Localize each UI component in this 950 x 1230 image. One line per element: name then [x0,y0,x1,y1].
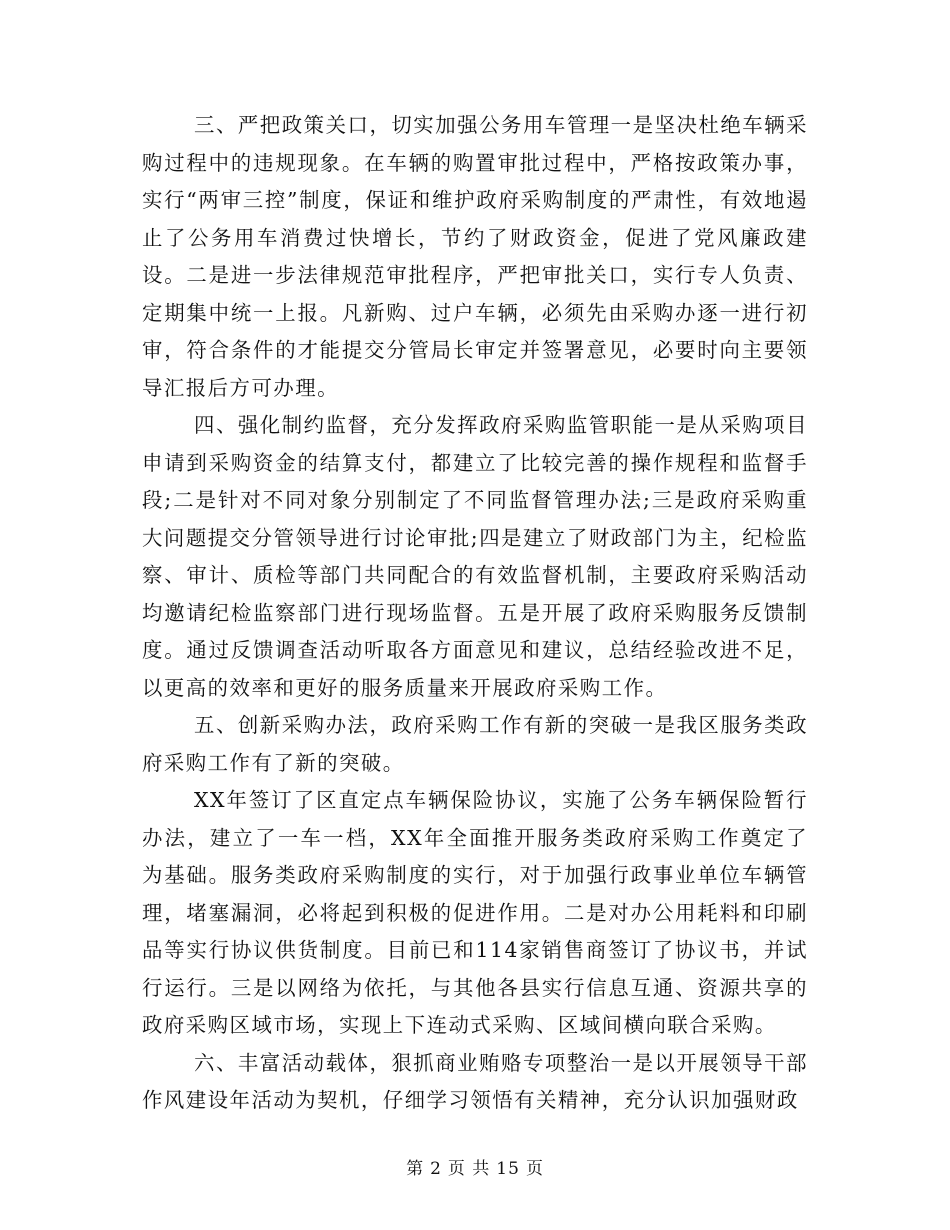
page-footer [0,1154,950,1179]
paragraph-section-4: 四、强化制约监督，充分发挥政府采购监管职能一是从采购项目申请到采购资金的结算支付，都建立了比较完善的操作规程和监督手段;二是针对不同对象分别制定了不同监督管理办法;三是政府采购重大问题提交分管领导进行讨论审批;四是建立了财政部门为主，纪检监察、审计、质检等部门共同配合的有效监督机制，主要政府采购活动均邀请纪检监察部门进行现场监督。五是开展了政府采购服务反馈制度。通过反馈调查活动听取各方面意见和建议，总结经验改进不足，以更高的效率和更好的服务质量来开展政府采购工作。 [142,413,808,700]
paragraph-section-5: 五、创新采购办法，政府采购工作有新的突破一是我区服务类政府采购工作有了新的突破。 [142,713,808,775]
paragraph-section-6: 六、丰富活动载体，狠抓商业贿赂专项整治一是以开展领导干部作风建设年活动为契机，仔细学习领悟有关精神，充分认识加强财政 [142,1050,808,1112]
footer-suffix: 页 [525,1159,544,1179]
paragraph-section-3: 三、严把政策关口，切实加强公务用车管理一是坚决杜绝车辆采购过程中的违规现象。在车辆的购置审批过程中，严格按政策办事，实行“两审三控”制度，保证和维护政府采购制度的严肃性，有效地遏止了公务用车消费过快增长，节约了财政资金，促进了党风廉政建设。二是进一步法律规范审批程序，严把审批关口，实行专人负责、定期集中统一上报。凡新购、过户车辆，必须先由采购办逐一进行初审，符合条件的才能提交分管局长审定并签署意见，必要时向主要领导汇报后方可办理。 [142,113,808,400]
paragraph-section-5-continued: XX年签订了区直定点车辆保险协议，实施了公务车辆保险暂行办法，建立了一车一档，XX年全面推开服务类政府采购工作奠定了为基础。服务类政府采购制度的实行，对于加强行政事业单位车辆管理，堵塞漏洞，必将起到积极的促进作用。二是对办公用耗料和印刷品等实行协议供货制度。目前已和114家销售商签订了协议书，并试行运行。三是以网络为依托，与其他各县实行信息互通、资源共享的政府采购区域市场，实现上下连动式采购、区域间横向联合采购。 [142,788,808,1037]
footer-total-pages: 15 [496,1159,520,1179]
document-body [142,107,808,1120]
footer-current-page: 2 [430,1159,442,1179]
footer-middle: 页 共 [447,1159,491,1179]
footer-prefix: 第 [406,1159,425,1179]
